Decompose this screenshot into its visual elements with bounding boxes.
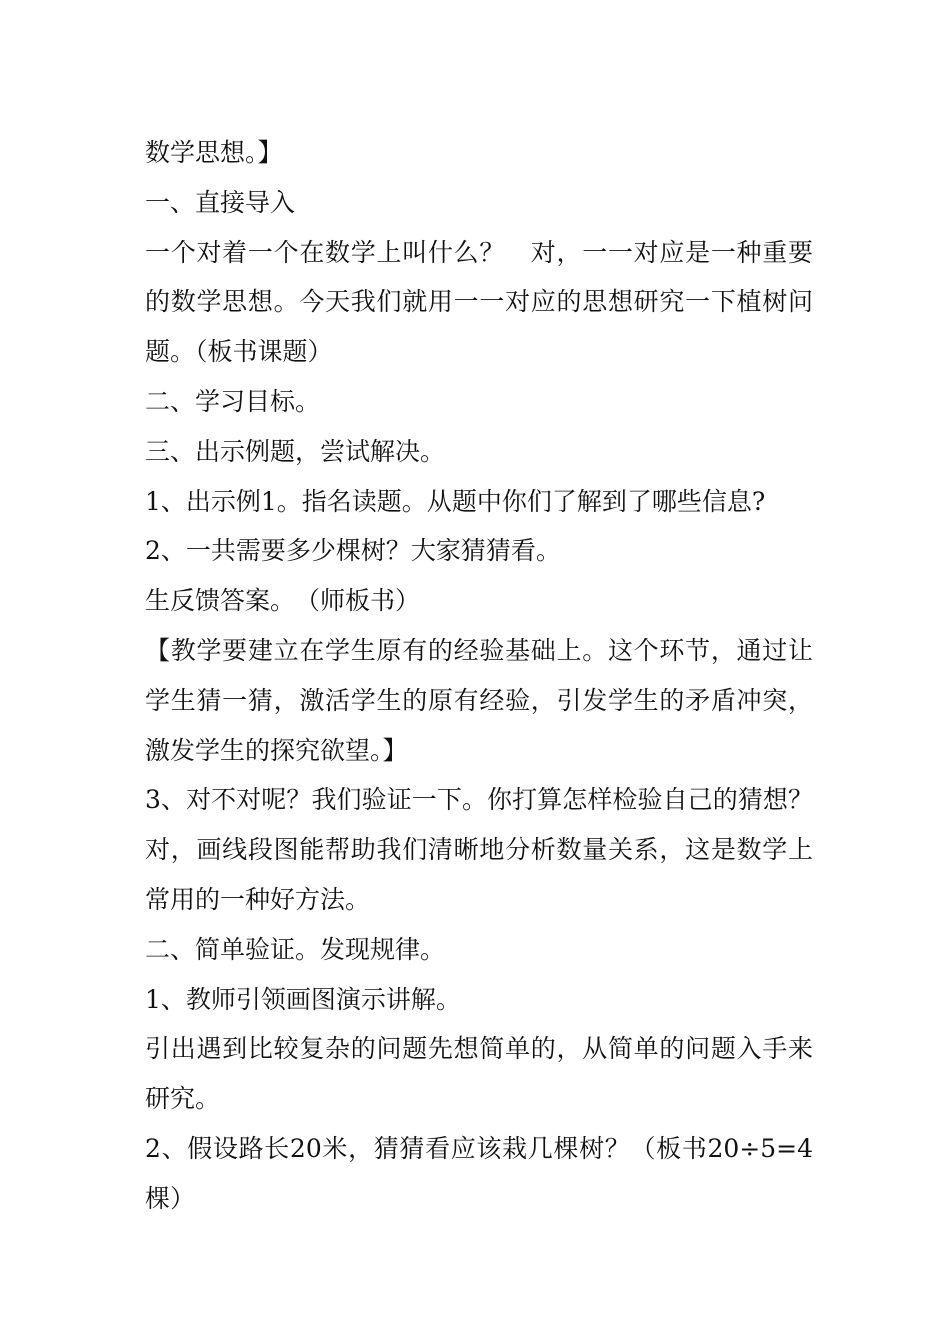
paragraph-14: 2、假设路长20米，猜猜看应该栽几棵树？（板书20÷5=4棵） <box>145 1133 813 1213</box>
paragraph-11: 二、简单验证。发现规律。 <box>145 934 446 964</box>
paragraph-5: 三、出示例题，尝试解决。 <box>145 436 446 466</box>
paragraph-6: 1、出示例1。指名读题。从题中你们了解到了哪些信息? <box>145 486 766 516</box>
paragraph-9: 【教学要建立在学生原有的经验基础上。这个环节，通过让学生猜一猜，激活学生的原有经验，引发学生的矛盾冲突，激发学生的探究欲望。】 <box>145 635 813 765</box>
document-body <box>145 128 813 1224</box>
paragraph-3: 一个对着一个在数学上叫什么？ 对，一一对应是一种重要的数学思想。今天我们就用一一对应的思想研究一下植树问题。（板书课题） <box>145 237 813 367</box>
paragraph-1: 数学思想。】 <box>145 138 283 167</box>
paragraph-8: 生反馈答案。 （师板书） <box>145 586 421 616</box>
paragraph-12: 1、教师引领画图演示讲解。 <box>145 984 461 1014</box>
paragraph-2: 一、直接导入 <box>145 187 296 217</box>
paragraph-7: 2、一共需要多少棵树？大家猜猜看。 <box>145 536 561 566</box>
paragraph-4: 二、学习目标。 <box>145 386 321 416</box>
paragraph-13: 引出遇到比较复杂的问题先想简单的，从简单的问题入手来研究。 <box>145 1034 813 1114</box>
paragraph-10: 3、对不对呢？我们验证一下。你打算怎样检验自己的猜想？对，画线段图能帮助我们清晰地分析数量关系，这是数学上常用的一种好方法。 <box>145 785 813 914</box>
